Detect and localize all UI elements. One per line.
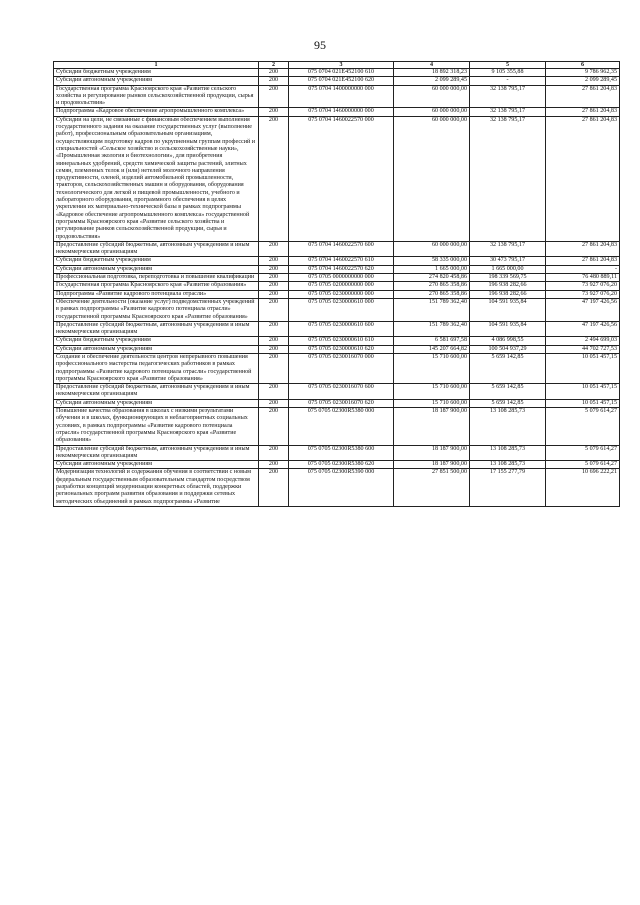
column-header: 3 <box>289 62 394 69</box>
amount-executed-cell: 13 108 285,73 <box>470 445 546 461</box>
row-name-cell: Субсидии бюджетным учреждениям <box>54 257 259 265</box>
classification-code-cell: 075 0705 0230016070 000 <box>289 353 394 383</box>
amount-remaining-cell: 27 861 204,83 <box>546 116 620 241</box>
row-name-cell: Субсидии бюджетным учреждениям <box>54 337 259 345</box>
amount-approved-cell: 2 099 289,45 <box>394 77 470 85</box>
code-cell: 200 <box>259 345 289 353</box>
classification-code-cell: 075 0704 1460000000 000 <box>289 108 394 116</box>
amount-remaining-cell: 73 927 076,20 <box>546 290 620 298</box>
table-row <box>54 77 620 85</box>
table-row <box>54 353 620 383</box>
code-cell: 200 <box>259 85 289 108</box>
table-row <box>54 108 620 116</box>
amount-approved-cell: 15 710 600,00 <box>394 384 470 400</box>
classification-code-cell: 075 0704 021Е452100 620 <box>289 77 394 85</box>
amount-executed-cell: 30 473 795,17 <box>470 257 546 265</box>
amount-approved-cell: 274 820 458,86 <box>394 274 470 282</box>
amount-executed-cell: 4 086 998,55 <box>470 337 546 345</box>
table-row <box>54 85 620 108</box>
amount-executed-cell: 32 138 795,17 <box>470 108 546 116</box>
table-row <box>54 290 620 298</box>
code-cell: 200 <box>259 321 289 337</box>
amount-remaining-cell: 76 480 889,11 <box>546 274 620 282</box>
code-cell: 200 <box>259 445 289 461</box>
amount-executed-cell: 198 339 569,75 <box>470 274 546 282</box>
table-row <box>54 384 620 400</box>
amount-remaining-cell: 27 861 204,83 <box>546 85 620 108</box>
classification-code-cell: 075 0705 0230000610 610 <box>289 337 394 345</box>
code-cell: 200 <box>259 384 289 400</box>
amount-approved-cell: 60 000 000,00 <box>394 116 470 241</box>
code-cell: 200 <box>259 469 289 506</box>
classification-code-cell: 075 0705 0230000610 000 <box>289 298 394 321</box>
row-name-cell: Субсидии автономным учреждениям <box>54 265 259 273</box>
column-header: 5 <box>470 62 546 69</box>
amount-approved-cell: 58 335 000,00 <box>394 257 470 265</box>
amount-approved-cell: 18 187 900,00 <box>394 461 470 469</box>
row-name-cell: Модернизация технологий и содержания обучения в соответствии с новым федеральным государственным образовательным стандартом посредством разработки концепций модернизации конкретных областей, поддержки региональных программ развития образования и поддержки сетевых методических объединений в рамках подпрограммы «Развитие <box>54 469 259 506</box>
row-name-cell: Субсидии бюджетным учреждениям <box>54 69 259 77</box>
amount-approved-cell: 151 789 362,40 <box>394 321 470 337</box>
amount-executed-cell: 32 138 795,17 <box>470 85 546 108</box>
classification-code-cell: 075 0705 0230000610 620 <box>289 345 394 353</box>
amount-executed-cell: 5 659 142,85 <box>470 399 546 407</box>
row-name-cell: Государственная программа Красноярского края «Развитие образования» <box>54 282 259 290</box>
code-cell: 200 <box>259 399 289 407</box>
table-row <box>54 298 620 321</box>
classification-code-cell: 075 0705 0000000000 000 <box>289 274 394 282</box>
classification-code-cell: 075 0705 0230000610 600 <box>289 321 394 337</box>
classification-code-cell: 075 0705 02300R5380 600 <box>289 445 394 461</box>
code-cell: 200 <box>259 265 289 273</box>
amount-remaining-cell: 10 696 222,21 <box>546 469 620 506</box>
amount-executed-cell: 32 138 795,17 <box>470 116 546 241</box>
amount-approved-cell: 270 865 358,86 <box>394 290 470 298</box>
row-name-cell: Субсидии автономным учреждениям <box>54 461 259 469</box>
code-cell: 200 <box>259 290 289 298</box>
amount-remaining-cell: 10 051 457,15 <box>546 384 620 400</box>
amount-executed-cell: 196 938 282,66 <box>470 282 546 290</box>
table-row <box>54 321 620 337</box>
amount-executed-cell: 104 591 935,84 <box>470 298 546 321</box>
amount-approved-cell: 60 000 000,00 <box>394 241 470 257</box>
classification-code-cell: 075 0704 1460022570 000 <box>289 116 394 241</box>
amount-remaining-cell: 9 786 962,35 <box>546 69 620 77</box>
amount-approved-cell: 60 000 000,00 <box>394 108 470 116</box>
amount-approved-cell: 27 851 500,00 <box>394 469 470 506</box>
table-row <box>54 69 620 77</box>
amount-approved-cell: 60 000 000,00 <box>394 85 470 108</box>
header-row <box>54 62 620 69</box>
row-name-cell: Субсидии автономным учреждениям <box>54 345 259 353</box>
row-name-cell: Повышение качества образования в школах с низкими результатами обучения и в школах, функционирующих в неблагоприятных социальных условиях, в рамках подпрограммы «Развитие кадрового потенциала отрасли» государственной программы Красноярского края «Развитие образования» <box>54 408 259 445</box>
column-header: 6 <box>546 62 620 69</box>
amount-remaining-cell: 27 861 204,83 <box>546 257 620 265</box>
code-cell: 200 <box>259 69 289 77</box>
row-name-cell: Подпрограмма «Кадровое обеспечение агропромышленного комплекса» <box>54 108 259 116</box>
row-name-cell: Предоставление субсидий бюджетным, автономным учреждениям и иным некоммерческим организациям <box>54 241 259 257</box>
classification-code-cell: 075 0704 021Е452100 610 <box>289 69 394 77</box>
code-cell: 200 <box>259 298 289 321</box>
table-row <box>54 345 620 353</box>
amount-remaining-cell: 47 197 426,56 <box>546 321 620 337</box>
classification-code-cell: 075 0705 0230000000 000 <box>289 290 394 298</box>
amount-executed-cell: 13 108 285,73 <box>470 408 546 445</box>
classification-code-cell: 075 0705 0200000000 000 <box>289 282 394 290</box>
amount-remaining-cell: 73 927 076,20 <box>546 282 620 290</box>
classification-code-cell: 075 0704 1460022570 610 <box>289 257 394 265</box>
amount-remaining-cell: 10 051 457,15 <box>546 399 620 407</box>
amount-remaining-cell: 27 861 204,83 <box>546 108 620 116</box>
table-row <box>54 399 620 407</box>
row-name-cell: Обеспечение деятельности (оказание услуг) подведомственных учреждений в рамках подпрограммы «Развитие кадрового потенциала отрасли» государственной программы Красноярского края «Развитие образования» <box>54 298 259 321</box>
column-header: 4 <box>394 62 470 69</box>
amount-approved-cell: 18 892 318,23 <box>394 69 470 77</box>
code-cell: 200 <box>259 77 289 85</box>
classification-code-cell: 075 0705 02300R5390 000 <box>289 469 394 506</box>
amount-remaining-cell: 27 861 204,83 <box>546 241 620 257</box>
amount-approved-cell: 15 710 600,00 <box>394 399 470 407</box>
amount-approved-cell: 18 187 900,00 <box>394 445 470 461</box>
row-name-cell: Субсидии автономным учреждениям <box>54 77 259 85</box>
table-row <box>54 408 620 445</box>
amount-remaining-cell: 5 079 614,27 <box>546 461 620 469</box>
classification-code-cell: 075 0704 1460022570 600 <box>289 241 394 257</box>
row-name-cell: Государственная программа Красноярского края «Развитие сельского хозяйства и регулирование рынков сельскохозяйственной продукции, сырья и продовольствия» <box>54 85 259 108</box>
code-cell: 200 <box>259 241 289 257</box>
amount-executed-cell: 104 591 935,84 <box>470 321 546 337</box>
classification-code-cell: 075 0705 02300R5380 620 <box>289 461 394 469</box>
column-header: 1 <box>54 62 259 69</box>
classification-code-cell: 075 0705 02300R5380 000 <box>289 408 394 445</box>
amount-approved-cell: 1 665 000,00 <box>394 265 470 273</box>
table-row <box>54 257 620 265</box>
amount-approved-cell: 151 789 362,40 <box>394 298 470 321</box>
code-cell: 200 <box>259 257 289 265</box>
classification-code-cell: 075 0705 0230016070 620 <box>289 399 394 407</box>
amount-executed-cell: 13 108 285,73 <box>470 461 546 469</box>
amount-remaining-cell: 5 079 614,27 <box>546 408 620 445</box>
table-row <box>54 461 620 469</box>
amount-executed-cell: 9 105 355,88 <box>470 69 546 77</box>
budget-table <box>53 61 620 507</box>
amount-remaining-cell: 5 079 614,27 <box>546 445 620 461</box>
page-number: 95 <box>314 38 326 52</box>
table-row <box>54 469 620 506</box>
amount-executed-cell: 5 659 142,85 <box>470 353 546 383</box>
code-cell: 200 <box>259 282 289 290</box>
amount-executed-cell: 1 665 000,00 <box>470 265 546 273</box>
amount-approved-cell: 15 710 600,00 <box>394 353 470 383</box>
classification-code-cell: 075 0704 1400000000 000 <box>289 85 394 108</box>
row-name-cell: Субсидии автономным учреждениям <box>54 399 259 407</box>
row-name-cell: Профессиональная подготовка, переподготовка и повышение квалификации <box>54 274 259 282</box>
column-header: 2 <box>259 62 289 69</box>
code-cell: 200 <box>259 408 289 445</box>
code-cell: 200 <box>259 108 289 116</box>
table-row <box>54 265 620 273</box>
table-row <box>54 241 620 257</box>
amount-remaining-cell: 10 051 457,15 <box>546 353 620 383</box>
amount-executed-cell: 17 155 277,79 <box>470 469 546 506</box>
amount-approved-cell: 6 581 697,58 <box>394 337 470 345</box>
amount-executed-cell: 196 938 282,66 <box>470 290 546 298</box>
code-cell: 200 <box>259 337 289 345</box>
row-name-cell: Создание и обеспечение деятельности центров непрерывного повышения профессионального мастерства педагогических работников в рамках подпрограммы «Развитие кадрового потенциала отрасли» государственной программы Красноярского края «Развитие образования» <box>54 353 259 383</box>
classification-code-cell: 075 0705 0230016070 600 <box>289 384 394 400</box>
amount-remaining-cell: 2 099 289,45 <box>546 77 620 85</box>
amount-remaining-cell: 47 197 426,56 <box>546 298 620 321</box>
row-name-cell: Предоставление субсидий бюджетным, автономным учреждениям и иным некоммерческим организациям <box>54 321 259 337</box>
amount-remaining-cell: 44 702 727,53 <box>546 345 620 353</box>
row-name-cell: Субсидии на цели, не связанные с финансовым обеспечением выполнения государственного задания на оказание государственных услуг (выполнение работ), профессиональным образовательным организациям, осуществляющим подготовку кадров по укрупненным группам профессий и специальностей «Сельское хозяйство и сельскохозяйственные науки», «Промышленная экология и биотехнологии», для приобретения минеральных удобрений, средств химической защиты растений, элитных семян, племенных телок и (или) нетелей молочного направления продуктивности, оленей, изделий автомобильной промышленности, тракторов, сельскохозяйственных машин и оборудования, оборудования технологического для легкой и пищевой промышленности, учебного и лабораторного оборудования, программного обеспечения в целях укрепления их материально-технической базы в рамках подпрограммы «Кадровое обеспечение агропромышленного комплекса» государственной программы Красноярского края «Развитие сельского хозяйства и регулирование рынков сельскохозяйственной продукции, сырья и продовольствия» <box>54 116 259 241</box>
row-name-cell: Предоставление субсидий бюджетным, автономным учреждениям и иным некоммерческим организациям <box>54 445 259 461</box>
table-row <box>54 282 620 290</box>
amount-executed-cell: 100 504 937,29 <box>470 345 546 353</box>
row-name-cell: Подпрограмма «Развитие кадрового потенциала отрасли» <box>54 290 259 298</box>
table-row <box>54 274 620 282</box>
amount-remaining-cell: - <box>546 265 620 273</box>
code-cell: 200 <box>259 274 289 282</box>
amount-approved-cell: 18 187 900,00 <box>394 408 470 445</box>
classification-code-cell: 075 0704 1460022570 620 <box>289 265 394 273</box>
code-cell: 200 <box>259 353 289 383</box>
code-cell: 200 <box>259 116 289 241</box>
amount-executed-cell: 32 138 795,17 <box>470 241 546 257</box>
table-row <box>54 445 620 461</box>
table-row <box>54 116 620 241</box>
amount-executed-cell: - <box>470 77 546 85</box>
code-cell: 200 <box>259 461 289 469</box>
amount-approved-cell: 145 207 664,82 <box>394 345 470 353</box>
amount-remaining-cell: 2 494 699,03 <box>546 337 620 345</box>
row-name-cell: Предоставление субсидий бюджетным, автономным учреждениям и иным некоммерческим организациям <box>54 384 259 400</box>
amount-executed-cell: 5 659 142,85 <box>470 384 546 400</box>
table-row <box>54 337 620 345</box>
amount-approved-cell: 270 865 358,86 <box>394 282 470 290</box>
